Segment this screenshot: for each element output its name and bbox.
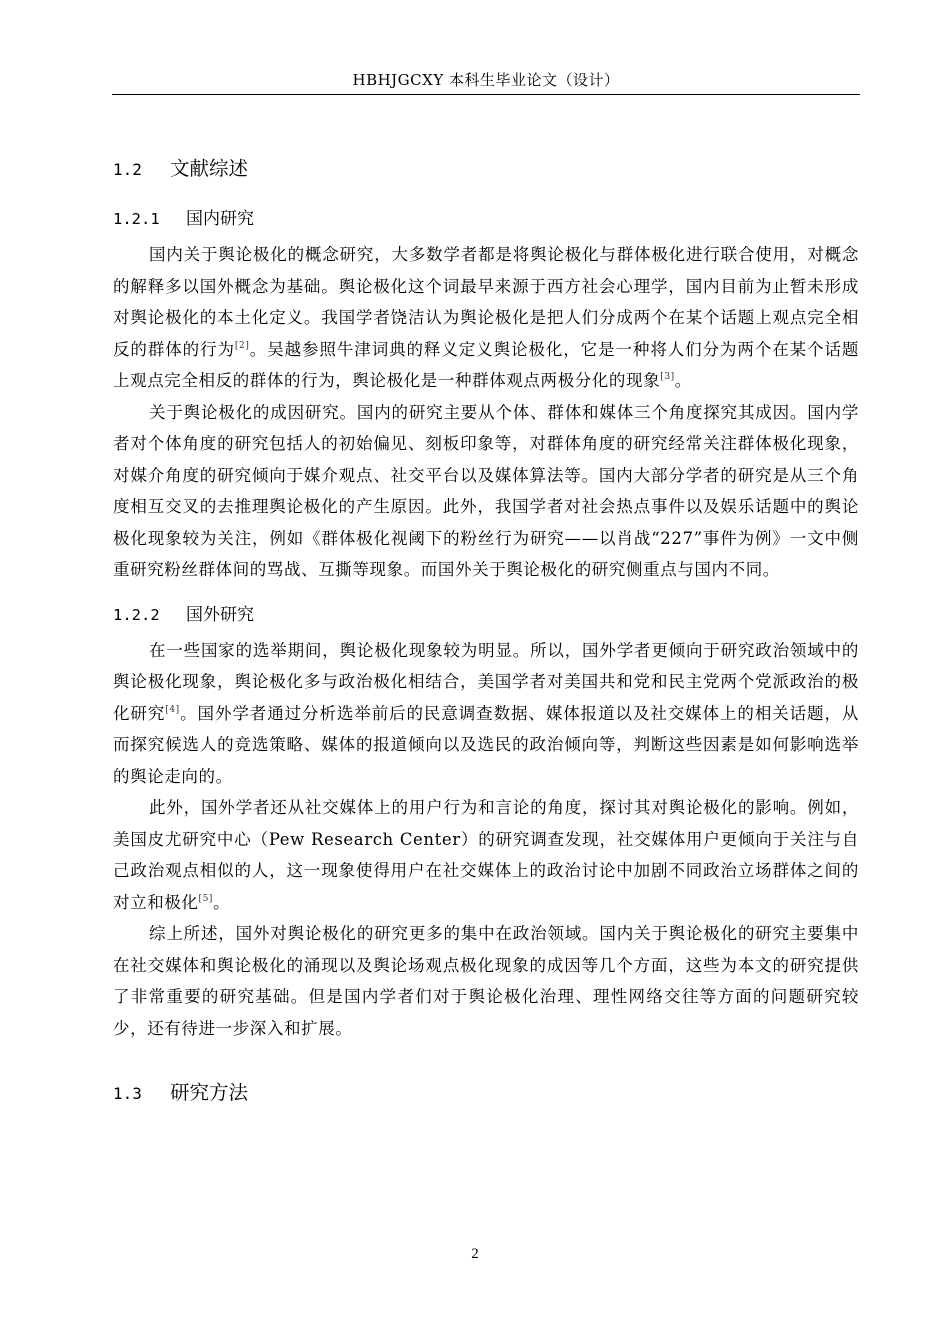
section-number: 1.2	[113, 160, 142, 179]
paragraph-foreign-elections: 在一些国家的选举期间，舆论极化现象较为明显。所以，国外学者更倾向于研究政治领域中的舆论极化现象，舆论极化多与政治极化相结合，美国学者对美国共和党和民主党两个党派政治的极化研究[4]。国外学者通过分析选举前后的民意调查数据、媒体报道以及社交媒体上的相关话题，从而探究候选人的竞选策略、媒体的报道倾向以及选民的政治倾向等，判断这些因素是如何影响选举的舆论走向的。	[113, 640, 859, 786]
paragraph-domestic-causes: 关于舆论极化的成因研究。国内的研究主要从个体、群体和媒体三个角度探究其成因。国内学者对个体角度的研究包括人的初始偏见、刻板印象等，对群体角度的研究经常关注群体极化现象，对媒介角度的研究倾向于媒介观点、社交平台以及媒体算法等。国内大部分学者的研究是从三个角度相互交叉的去推理舆论极化的产生原因。此外，我国学者对社会热点事件以及娱乐话题中的舆论极化现象较为关注，例如《群体极化视阈下的粉丝行为研究——以肖战“227”事件为例》一文中侧重研究粉丝群体间的骂战、互撕等现象。而国外关于舆论极化的研究侧重点与国内不同。	[113, 402, 859, 579]
header-rule	[112, 94, 860, 95]
section-number: 1.2.1	[113, 210, 160, 228]
citation: [2]	[234, 340, 250, 351]
paragraph-domestic-concept: 国内关于舆论极化的概念研究，大多数学者都是将舆论极化与群体极化进行联合使用，对概念的解释多以国外概念为基础。舆论极化这个词最早来源于西方社会心理学，国内目前为止暂未形成对舆论极化的本土化定义。我国学者饶洁认为舆论极化是把人们分成两个在某个话题上观点完全相反的群体的行为[2]。吴越参照牛津词典的释义定义舆论极化，它是一种将人们分为两个在某个话题上观点完全相反的群体的行为，舆论极化是一种群体观点两极分化的现象[3]。	[113, 245, 859, 390]
page-number: 2	[471, 1246, 479, 1262]
section-heading-1-2-1	[113, 204, 859, 234]
section-title: 国内研究	[186, 209, 254, 229]
section-number: 1.2.2	[113, 605, 160, 624]
citation: [5]	[198, 893, 214, 904]
section-title: 研究方法	[170, 1081, 249, 1104]
section-title: 文献综述	[170, 157, 249, 180]
running-header: HBHJGCXY 本科生毕业论文（设计）	[352, 71, 620, 89]
citation: [3]	[660, 372, 675, 382]
citation: [4]	[165, 704, 180, 715]
body-content	[113, 152, 859, 1111]
section-heading-1-2-2	[113, 600, 859, 630]
paragraph-summary: 综上所述，国外对舆论极化的研究更多的集中在政治领域。国内关于舆论极化的研究主要集中在社交媒体和舆论极化的涌现以及舆论场观点极化现象的成因等几个方面，这些为本文的研究提供了非常重要的研究基础。但是国内学者们对于舆论极化治理、理性网络交往等方面的问题研究较少，还有待进一步深入和扩展。	[113, 924, 859, 1038]
section-heading-1-3	[113, 1076, 859, 1111]
section-title: 国外研究	[186, 604, 254, 625]
paragraph-foreign-social-media: 此外，国外学者还从社交媒体上的用户行为和言论的角度，探讨其对舆论极化的影响。例如，美国皮尤研究中心（Pew Research Center）的研究调查发现，社交媒体用户更倾向于关注与自己政治观点相似的人，这一现象使得用户在社交媒体上的政治讨论中加剧不同政治立场群体之间的对立和极化[5]。	[113, 798, 859, 912]
section-number: 1.3	[113, 1084, 142, 1103]
section-heading-1-2	[113, 152, 859, 187]
